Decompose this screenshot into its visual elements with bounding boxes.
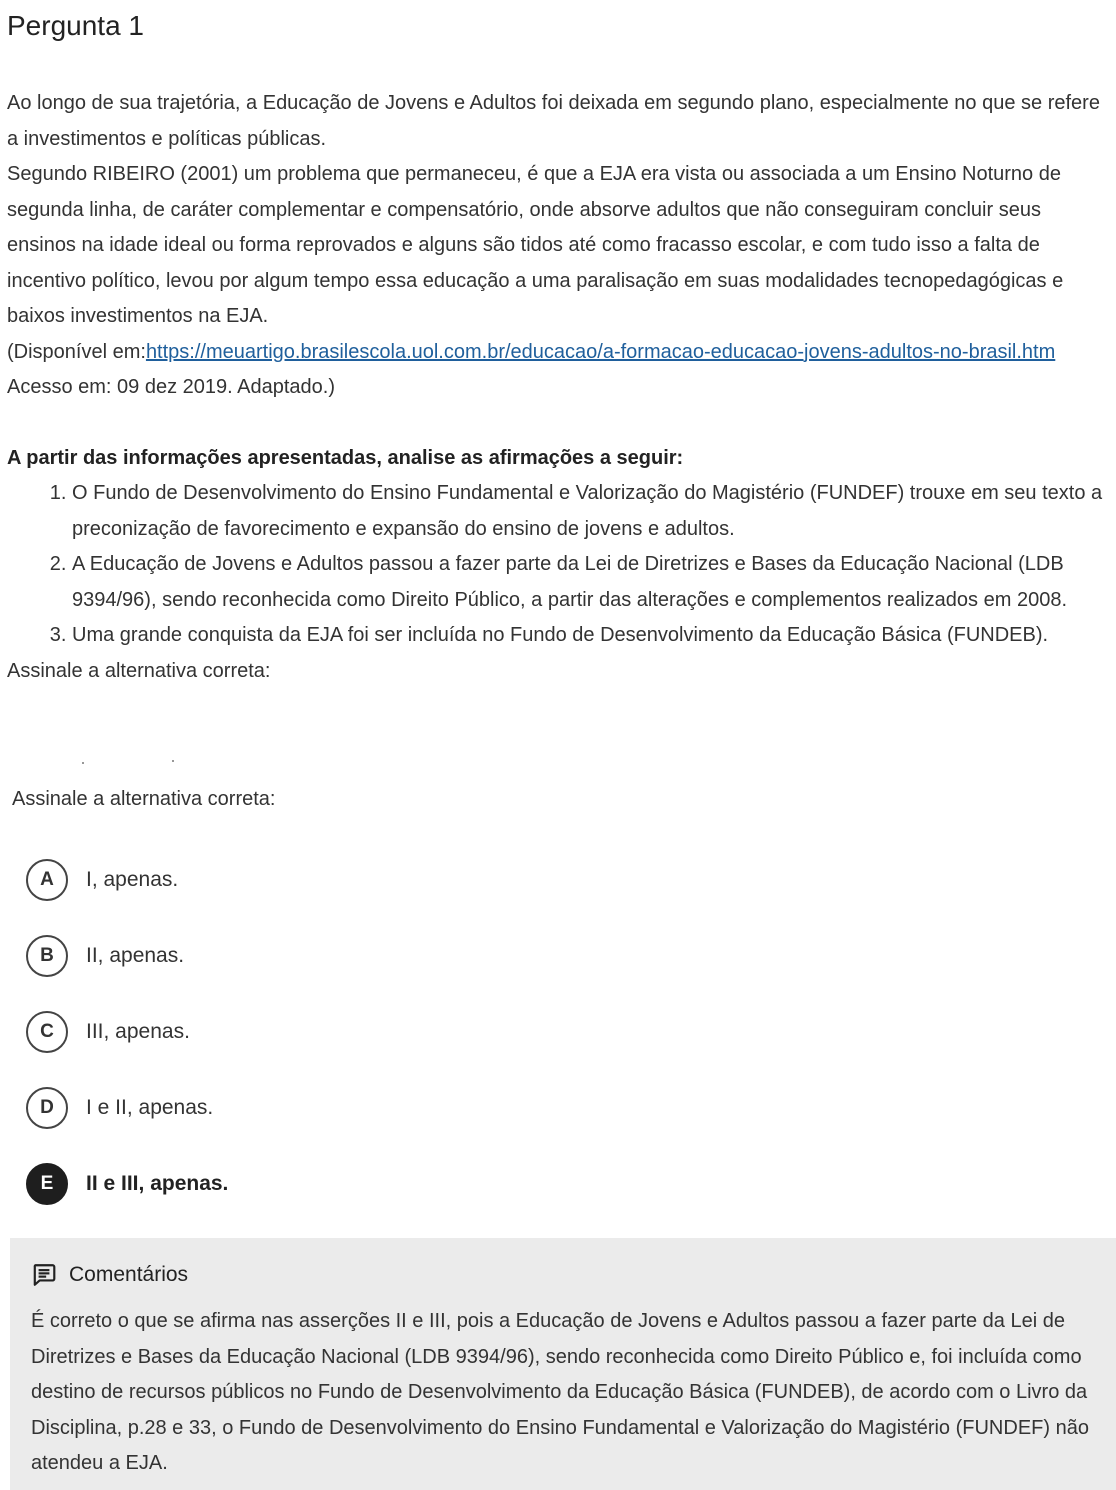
- divider-artifact: [80, 758, 180, 768]
- comments-title: Comentários: [69, 1263, 189, 1286]
- statement-item: 1. O Fundo de Desenvolvimento do Ensino Fundamental e Valorização do Magistério (FUNDEF) trouxe em seu texto a preconização de favorecimento e expansão do ensino de jovens e adultos.: [72, 476, 1111, 547]
- source-prefix: (Disponível em:: [7, 340, 146, 363]
- option-letter-c[interactable]: C: [26, 1011, 68, 1053]
- source-link[interactable]: https://meuartigo.brasilescola.uol.com.br/educacao/a-formacao-educacao-jovens-adultos-no-brasil.htm: [145, 340, 1056, 363]
- statement-item: 3. Uma grande conquista da EJA foi ser incluída no Fundo de Desenvolvimento da Educação Básica (FUNDEB).: [72, 618, 1111, 654]
- comments-header: [31, 1258, 1100, 1292]
- option-b[interactable]: [26, 933, 626, 979]
- option-c[interactable]: [26, 1009, 626, 1055]
- option-text-e[interactable]: II e III, apenas.: [86, 1172, 229, 1195]
- question-paragraph: Ao longo de sua trajetória, a Educação de Jovens e Adultos foi deixada em segundo plano, especialmente no que se refere a investimentos e políticas públicas.: [7, 92, 1100, 150]
- source-suffix: Acesso em: 09 dez 2019. Adaptado.): [7, 376, 335, 398]
- question-paragraph: Segundo RIBEIRO (2001) um problema que permaneceu, é que a EJA era vista ou associada a um Ensino Noturno de segunda linha, de caráter complementar e compensatório, onde absorve adultos que não conseguiram concluir seus ensinos na idade ideal ou forma reprovados e alguns são tidos até como fracasso escolar, e com tudo isso a falta de incentivo político, levou por algum tempo essa educação a uma paralisação em suas modalidades tecnopedagógicas e baixos investimentos na EJA.: [7, 163, 1064, 327]
- option-letter-e[interactable]: E: [26, 1163, 68, 1205]
- source-citation: [7, 335, 1111, 406]
- option-text-a[interactable]: I, apenas.: [86, 868, 179, 891]
- comments-text: É correto o que se afirma nas asserções II e III, pois a Educação de Jovens e Adultos passou a fazer parte da Lei de Diretrizes e Bases da Educação Nacional (LDB 9394/96), sendo reconhecida como Direito Público e, foi incluída como destino de recursos públicos no Fundo de Desenvolvimento da Educação Básica (FUNDEB), de acordo com o Livro da Disciplina, p.28 e 33, o Fundo de Desenvolvimento do Ensino Fundamental e Valorização do Magistério (FUNDEF) não atendeu a EJA.: [31, 1310, 1089, 1474]
- option-letter-a[interactable]: A: [26, 859, 68, 901]
- comments-panel: [10, 1238, 1116, 1490]
- question-prompt: A partir das informações apresentadas, analise as afirmações a seguir:: [7, 446, 684, 469]
- option-letter-d[interactable]: D: [26, 1087, 68, 1129]
- page-title: Pergunta 1: [7, 10, 144, 41]
- option-text-d[interactable]: I e II, apenas.: [86, 1096, 214, 1119]
- option-a[interactable]: [26, 857, 626, 903]
- option-text-b[interactable]: II, apenas.: [86, 944, 185, 967]
- answer-options: [26, 857, 626, 1237]
- question-body: [7, 86, 1111, 689]
- statements-list: [7, 476, 1111, 654]
- option-text-c[interactable]: III, apenas.: [86, 1020, 190, 1043]
- instruction: Assinale a alternativa correta:: [7, 659, 271, 682]
- option-e[interactable]: [26, 1161, 626, 1207]
- statement-item: 2. A Educação de Jovens e Adultos passou a fazer parte da Lei de Diretrizes e Bases da Educação Nacional (LDB 9394/96), sendo reconhecida como Direito Público, a partir das alterações e complementos realizados em 2008.: [72, 547, 1111, 618]
- instruction-repeat: Assinale a alternativa correta:: [12, 788, 276, 810]
- comment-icon: [31, 1262, 57, 1288]
- option-letter-b[interactable]: B: [26, 935, 68, 977]
- option-d[interactable]: [26, 1085, 626, 1131]
